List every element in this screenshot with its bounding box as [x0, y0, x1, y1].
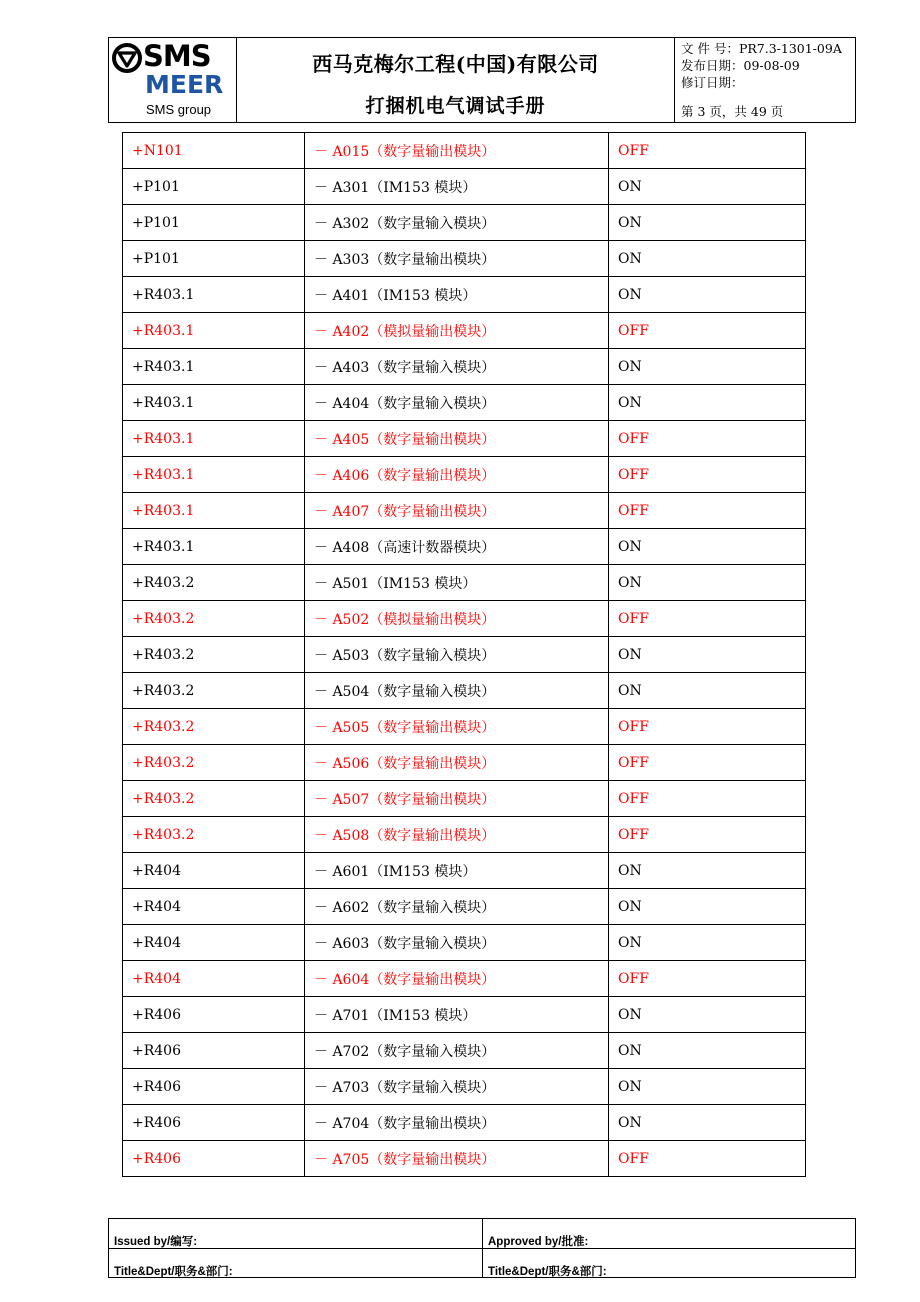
module-status-table	[122, 132, 806, 1177]
table-row	[123, 853, 806, 889]
location-cell: +R406	[123, 1033, 305, 1069]
module-cell: － A603（数字量输入模块）	[305, 925, 609, 961]
module-cell: － A504（数字量输入模块）	[305, 673, 609, 709]
location-cell: +N101	[123, 133, 305, 169]
document-header	[108, 37, 856, 123]
state-cell: OFF	[609, 313, 806, 349]
table-row	[123, 205, 806, 241]
table-row	[123, 709, 806, 745]
table-row	[123, 637, 806, 673]
table-row	[123, 1069, 806, 1105]
location-cell: +R403.2	[123, 745, 305, 781]
location-cell: +P101	[123, 205, 305, 241]
module-cell: － A508（数字量输出模块）	[305, 817, 609, 853]
location-cell: +R406	[123, 997, 305, 1033]
table-row	[123, 673, 806, 709]
location-cell: +R403.2	[123, 817, 305, 853]
location-cell: +R404	[123, 853, 305, 889]
state-cell: OFF	[609, 961, 806, 997]
state-cell: ON	[609, 277, 806, 313]
location-cell: +R403.1	[123, 349, 305, 385]
table-row	[123, 241, 806, 277]
location-cell: +R406	[123, 1141, 305, 1177]
logo-group-text: SMS group	[146, 102, 212, 117]
location-cell: +R404	[123, 889, 305, 925]
state-cell: OFF	[609, 781, 806, 817]
table-row	[123, 313, 806, 349]
location-cell: +R403.2	[123, 709, 305, 745]
state-cell: OFF	[609, 457, 806, 493]
module-cell: － A303（数字量输出模块）	[305, 241, 609, 277]
document-footer	[108, 1218, 856, 1278]
location-cell: +R403.1	[123, 421, 305, 457]
state-cell: OFF	[609, 1141, 806, 1177]
issued-by-label: Issued by/编写:	[114, 1236, 198, 1248]
location-cell: +R404	[123, 925, 305, 961]
module-cell: － A502（模拟量输出模块）	[305, 601, 609, 637]
table-row	[123, 1033, 806, 1069]
manual-title: 打捆机电气调试手册	[365, 95, 546, 117]
footer-row-issued	[109, 1219, 855, 1248]
state-cell: OFF	[609, 709, 806, 745]
location-cell: +R404	[123, 961, 305, 997]
module-cell: － A701（IM153 模块）	[305, 997, 609, 1033]
title-dept-left-label: Title&Dept/职务&部门:	[114, 1266, 233, 1278]
module-cell: － A405（数字量输出模块）	[305, 421, 609, 457]
state-cell: OFF	[609, 745, 806, 781]
table-row	[123, 169, 806, 205]
state-cell: ON	[609, 205, 806, 241]
company-name: 西马克梅尔工程(中国)有限公司	[312, 52, 599, 76]
state-cell: OFF	[609, 601, 806, 637]
sms-logo-mark-icon	[111, 42, 143, 74]
title-dept-right-label: Title&Dept/职务&部门:	[482, 1249, 855, 1277]
state-cell: ON	[609, 853, 806, 889]
release-date: 发布日期：09-08-09	[681, 58, 800, 73]
module-cell: － A506（数字量输出模块）	[305, 745, 609, 781]
logo-sms-text: SMS	[143, 39, 211, 73]
module-cell: － A501（IM153 模块）	[305, 565, 609, 601]
module-cell: － A408（高速计数器模块）	[305, 529, 609, 565]
logo-meer-text: MEER	[145, 70, 224, 99]
module-cell: － A406（数字量输出模块）	[305, 457, 609, 493]
module-cell: － A703（数字量输入模块）	[305, 1069, 609, 1105]
table-row	[123, 493, 806, 529]
state-cell: ON	[609, 1069, 806, 1105]
module-cell: － A503（数字量输入模块）	[305, 637, 609, 673]
location-cell: +R403.2	[123, 565, 305, 601]
location-cell: +R403.2	[123, 673, 305, 709]
state-cell: ON	[609, 997, 806, 1033]
header-title-block	[237, 38, 675, 122]
module-cell: － A705（数字量输出模块）	[305, 1141, 609, 1177]
state-cell: ON	[609, 673, 806, 709]
state-cell: OFF	[609, 493, 806, 529]
module-cell: － A407（数字量输出模块）	[305, 493, 609, 529]
module-cell: － A507（数字量输出模块）	[305, 781, 609, 817]
revision-date: 修订日期：	[681, 75, 744, 90]
module-cell: － A505（数字量输出模块）	[305, 709, 609, 745]
location-cell: +R403.1	[123, 457, 305, 493]
module-cell: － A015（数字量输出模块）	[305, 133, 609, 169]
footer-row-title	[109, 1248, 855, 1277]
module-status-table-body	[123, 133, 806, 1177]
module-cell: － A302（数字量输入模块）	[305, 205, 609, 241]
module-cell: － A402（模拟量输出模块）	[305, 313, 609, 349]
table-row	[123, 565, 806, 601]
location-cell: +R403.1	[123, 529, 305, 565]
table-row	[123, 1141, 806, 1177]
state-cell: OFF	[609, 421, 806, 457]
state-cell: ON	[609, 637, 806, 673]
location-cell: +R403.2	[123, 601, 305, 637]
location-cell: +R406	[123, 1105, 305, 1141]
location-cell: +P101	[123, 241, 305, 277]
location-cell: +R403.2	[123, 637, 305, 673]
state-cell: ON	[609, 1105, 806, 1141]
table-row	[123, 457, 806, 493]
module-cell: － A602（数字量输入模块）	[305, 889, 609, 925]
table-row	[123, 889, 806, 925]
location-cell: +R406	[123, 1069, 305, 1105]
module-cell: － A401（IM153 模块）	[305, 277, 609, 313]
module-cell: － A601（IM153 模块）	[305, 853, 609, 889]
document-meta	[675, 38, 855, 122]
state-cell: ON	[609, 241, 806, 277]
table-row	[123, 925, 806, 961]
state-cell: OFF	[609, 133, 806, 169]
state-cell: ON	[609, 385, 806, 421]
module-cell: － A704（数字量输出模块）	[305, 1105, 609, 1141]
state-cell: ON	[609, 889, 806, 925]
state-cell: ON	[609, 565, 806, 601]
doc-number: 文 件 号：PR7.3-1301-09A	[681, 41, 842, 56]
state-cell: OFF	[609, 817, 806, 853]
table-row	[123, 961, 806, 997]
page-number: 第 3 页，共 49 页	[681, 104, 784, 119]
table-row	[123, 385, 806, 421]
state-cell: ON	[609, 925, 806, 961]
location-cell: +R403.1	[123, 313, 305, 349]
location-cell: +R403.1	[123, 277, 305, 313]
table-row	[123, 421, 806, 457]
state-cell: ON	[609, 349, 806, 385]
state-cell: ON	[609, 529, 806, 565]
location-cell: +R403.2	[123, 781, 305, 817]
module-cell: － A301（IM153 模块）	[305, 169, 609, 205]
location-cell: +P101	[123, 169, 305, 205]
table-row	[123, 529, 806, 565]
location-cell: +R403.1	[123, 493, 305, 529]
table-row	[123, 133, 806, 169]
table-row	[123, 781, 806, 817]
table-row	[123, 817, 806, 853]
approved-by-label: Approved by/批准:	[482, 1219, 855, 1248]
table-row	[123, 349, 806, 385]
table-row	[123, 277, 806, 313]
table-row	[123, 601, 806, 637]
location-cell: +R403.1	[123, 385, 305, 421]
table-row	[123, 997, 806, 1033]
module-cell: － A403（数字量输入模块）	[305, 349, 609, 385]
module-cell: － A604（数字量输出模块）	[305, 961, 609, 997]
module-cell: － A702（数字量输入模块）	[305, 1033, 609, 1069]
table-row	[123, 745, 806, 781]
module-cell: － A404（数字量输入模块）	[305, 385, 609, 421]
table-row	[123, 1105, 806, 1141]
state-cell: ON	[609, 169, 806, 205]
state-cell: ON	[609, 1033, 806, 1069]
company-logo	[109, 38, 237, 122]
